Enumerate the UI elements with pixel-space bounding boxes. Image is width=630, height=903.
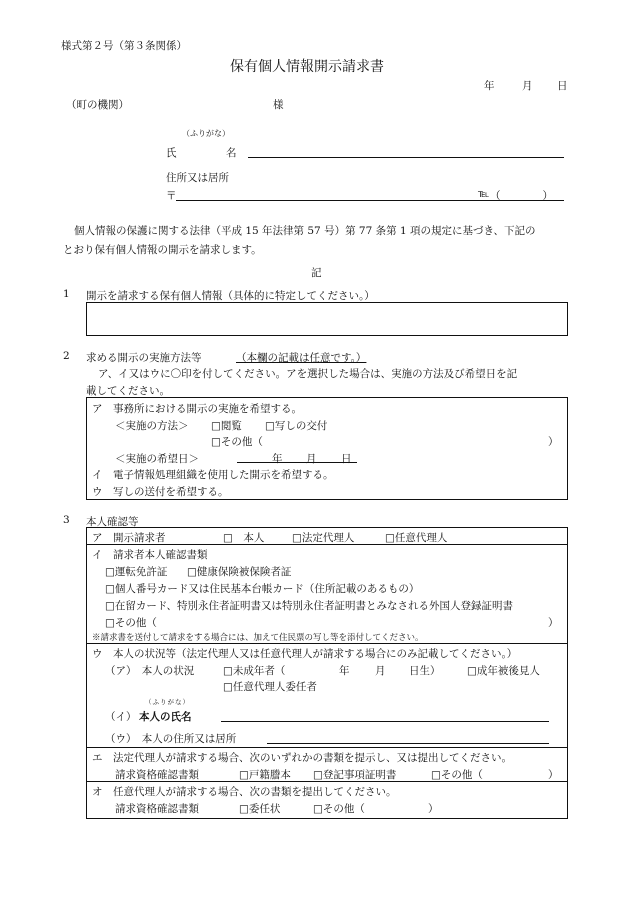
minor-checkbox[interactable]: □未成年者（ bbox=[223, 665, 286, 677]
section1-label: 開示を請求する保有個人情報（具体的に特定してください。） bbox=[86, 290, 375, 302]
section3-num: 3 bbox=[63, 514, 70, 526]
address-field[interactable] bbox=[176, 200, 564, 201]
principal-status-sub-a: （ア） 本人の状況 bbox=[105, 665, 195, 677]
principal-furigana: （ふりがな） bbox=[145, 698, 190, 706]
desired-date-field[interactable] bbox=[237, 462, 357, 463]
name-label-1: 氏 bbox=[166, 147, 177, 159]
option-a-onsite[interactable]: ア 事務所における開示の実施を希望する。 bbox=[92, 403, 302, 415]
family-register-checkbox[interactable]: □戸籍謄本 bbox=[239, 769, 291, 781]
voluntary-agent-docs-label: オ 任意代理人が請求する場合、次の書類を提出してください。 bbox=[92, 786, 397, 798]
method-copy-checkbox[interactable]: □写しの交付 bbox=[265, 420, 328, 432]
date-day: 日 bbox=[557, 80, 568, 92]
section2-num: 2 bbox=[63, 350, 70, 362]
method-other-close: ） bbox=[548, 436, 559, 448]
addressee: （町の機関） bbox=[66, 99, 129, 111]
divider bbox=[87, 781, 567, 782]
principal-status-label: ウ 本人の状況等（法定代理人又は任意代理人が請求する場合にのみ記載してください。） bbox=[92, 648, 518, 660]
principal-address-field[interactable] bbox=[267, 743, 549, 744]
intro-line-1: 個人情報の保護に関する法律（平成 15 年法律第 57 号）第 77 条第 1 項の規定に基づき、下記の bbox=[74, 225, 536, 237]
requester-label: ア 開示請求者 bbox=[92, 532, 166, 544]
minor-birth-month: 月 bbox=[375, 665, 386, 677]
principal-name-label: 本人の氏名 bbox=[139, 711, 192, 723]
legal-other-checkbox[interactable]: □その他（ bbox=[431, 769, 483, 781]
name-field[interactable] bbox=[248, 157, 564, 158]
postal-mark: 〒 bbox=[166, 190, 177, 202]
date-label: ＜実施の希望日＞ bbox=[115, 453, 199, 465]
date-year: 年 bbox=[484, 80, 495, 92]
id-other-checkbox[interactable]: □その他（ bbox=[105, 617, 157, 629]
name-label-2: 名 bbox=[226, 147, 237, 159]
requester-self-checkbox[interactable]: □ 本人 bbox=[223, 532, 265, 544]
tel-icon: ℡ bbox=[478, 188, 490, 200]
id-other-close: ） bbox=[548, 617, 559, 629]
address-label: 住所又は居所 bbox=[166, 172, 229, 184]
addressee-sama: 様 bbox=[273, 99, 284, 111]
section1-num: 1 bbox=[63, 288, 70, 300]
ki-label: 記 bbox=[311, 267, 322, 279]
voluntary-other-checkbox[interactable]: □その他（ bbox=[313, 803, 365, 815]
option-i-electronic[interactable]: イ 電子情報処理組織を使用した開示を希望する。 bbox=[92, 469, 334, 481]
method-other-checkbox[interactable]: □その他（ bbox=[211, 436, 263, 448]
voluntary-agent-docs-title: 請求資格確認書類 bbox=[115, 803, 199, 815]
principal-name-sub-i: （イ） bbox=[105, 711, 137, 723]
date-month: 月 bbox=[522, 80, 533, 92]
health-insurance-checkbox[interactable]: □健康保険被保険者証 bbox=[187, 566, 292, 578]
power-of-attorney-checkbox[interactable]: □委任状 bbox=[239, 803, 281, 815]
section3-label: 本人確認等 bbox=[86, 516, 139, 528]
option-u-mail[interactable]: ウ 写しの送付を希望する。 bbox=[92, 486, 229, 498]
desired-year: 年 bbox=[272, 453, 283, 465]
divider bbox=[87, 643, 567, 644]
id-note: ※請求書を送付して請求をする場合には、加えて住民票の写し等を添付してください。 bbox=[92, 633, 424, 643]
section2-box bbox=[86, 397, 568, 500]
requested-info-field[interactable] bbox=[86, 302, 568, 336]
section2-label: 求める開示の実施方法等 bbox=[86, 352, 202, 364]
furigana-label: （ふりがな） bbox=[182, 129, 230, 138]
desired-day: 日 bbox=[341, 453, 352, 465]
tel-area-paren: （ ） bbox=[490, 190, 553, 202]
page-title: 保有個人情報開示請求書 bbox=[230, 59, 384, 75]
intro-line-2: とおり保有個人情報の開示を請求します。 bbox=[63, 244, 262, 256]
divider bbox=[87, 747, 567, 748]
legal-agent-docs-label: エ 法定代理人が請求する場合、次のいずれかの書類を提示し、又は提出してください。 bbox=[92, 752, 512, 764]
form-number: 様式第２号（第３条関係） bbox=[61, 40, 187, 52]
section2-instruction-1: ア、イ又はウに〇印を付してください。アを選択した場合は、実施の方法及び希望日を記 bbox=[98, 368, 518, 380]
method-label: ＜実施の方法＞ bbox=[115, 420, 189, 432]
method-view-checkbox[interactable]: □閲覧 bbox=[211, 420, 242, 432]
principal-address-label: （ウ） 本人の住所又は居所 bbox=[105, 733, 237, 745]
requester-voluntary-agent-checkbox[interactable]: □任意代理人 bbox=[385, 532, 448, 544]
minor-birth-day: 日生） bbox=[409, 665, 441, 677]
adult-ward-checkbox[interactable]: □成年被後見人 bbox=[467, 665, 540, 677]
voluntary-principal-checkbox[interactable]: □任意代理人委任者 bbox=[223, 681, 317, 693]
legal-agent-docs-title: 請求資格確認書類 bbox=[115, 769, 199, 781]
requester-legal-agent-checkbox[interactable]: □法定代理人 bbox=[292, 532, 355, 544]
divider bbox=[87, 544, 567, 545]
section2-label-note: （本欄の記載は任意です。） bbox=[236, 352, 367, 364]
section2-instruction-2: 載してください。 bbox=[86, 385, 170, 397]
mynumber-card-checkbox[interactable]: □個人番号カード又は住民基本台帳カード（住所記載のあるもの） bbox=[105, 583, 420, 595]
residence-card-checkbox[interactable]: □在留カード、特別永住者証明書又は特別永住者証明書とみなされる外国人登録証明書 bbox=[105, 600, 513, 612]
voluntary-other-close: ） bbox=[428, 803, 439, 815]
registry-cert-checkbox[interactable]: □登記事項証明書 bbox=[313, 769, 397, 781]
principal-name-field[interactable] bbox=[221, 721, 549, 722]
minor-birth-year: 年 bbox=[339, 665, 350, 677]
legal-other-close: ） bbox=[548, 769, 559, 781]
section3-box bbox=[86, 527, 568, 819]
id-docs-label: イ 請求者本人確認書類 bbox=[92, 549, 208, 561]
desired-month: 月 bbox=[306, 453, 317, 465]
drivers-license-checkbox[interactable]: □運転免許証 bbox=[105, 566, 168, 578]
